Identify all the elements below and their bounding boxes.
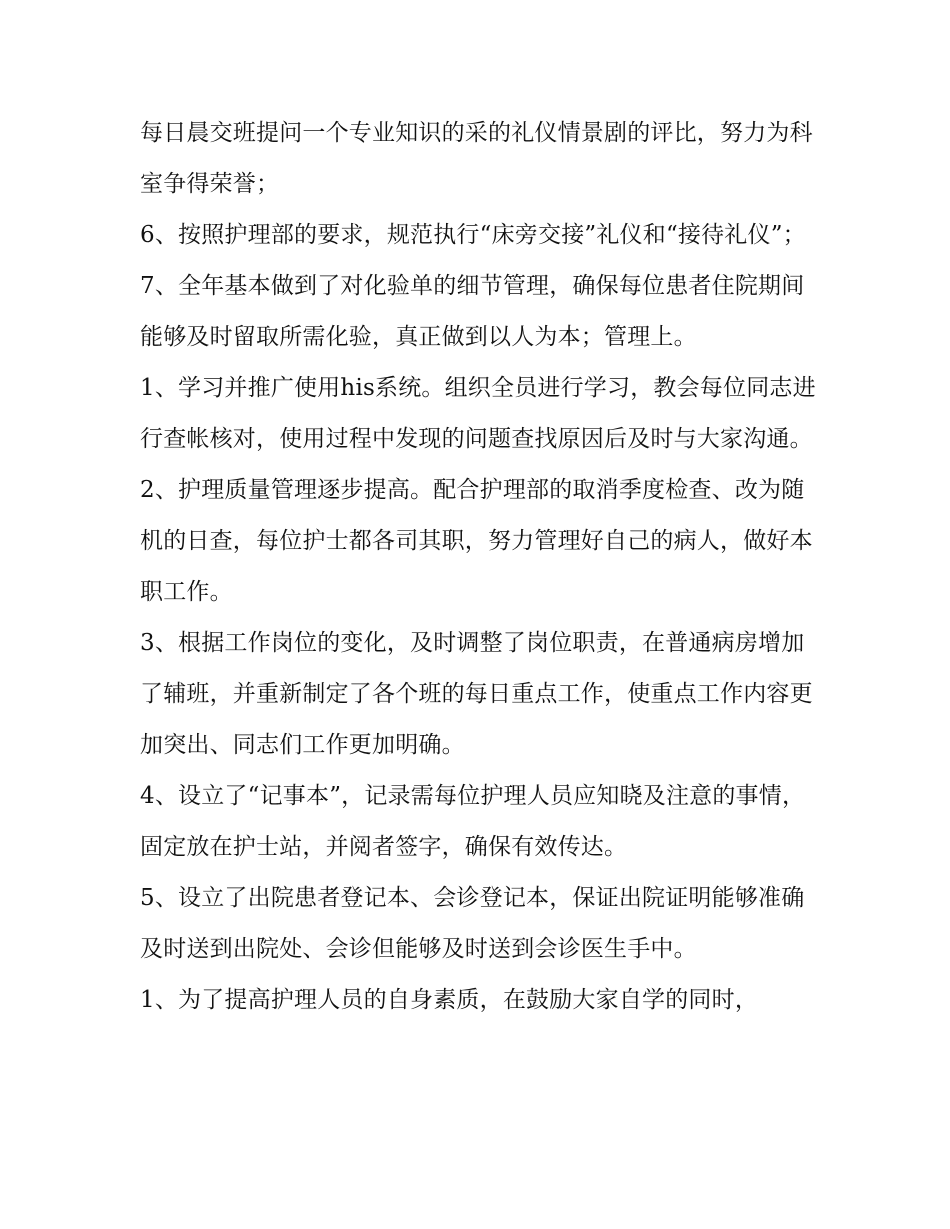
paragraph: 6、按照护理部的要求，规范执行“床旁交接”礼仪和“接待礼仪”；	[140, 222, 806, 248]
paragraph: 5、设立了出院患者登记本、会诊登记本，保证出院证明能够准确及时送到出院处、会诊但能够及时送到会诊医生手中。	[140, 885, 805, 962]
document-body	[140, 108, 820, 1026]
paragraph: 7、全年基本做到了对化验单的细节管理，确保每位患者住院期间能够及时留取所需化验，真正做到以人为本；管理上。	[140, 273, 805, 350]
paragraph: 1、学习并推广使用his系统。组织全员进行学习，教会每位同志进行查帐核对，使用过程中发现的问题查找原因后及时与大家沟通。	[140, 375, 816, 452]
paragraph: 每日晨交班提问一个专业知识的采的礼仪情景剧的评比，努力为科室争得荣誉；	[140, 120, 813, 197]
paragraph: 2、护理质量管理逐步提高。配合护理部的取消季度检查、改为随机的日查，每位护士都各司其职，努力管理好自己的病人，做好本职工作。	[140, 477, 813, 605]
paragraph: 1、为了提高护理人员的自身素质，在鼓励大家自学的同时，	[140, 987, 759, 1013]
paragraph: 3、根据工作岗位的变化，及时调整了岗位职责，在普通病房增加了辅班，并重新制定了各个班的每日重点工作，使重点工作内容更加突出、同志们工作更加明确。	[140, 630, 813, 758]
paragraph: 4、设立了“记事本”，记录需每位护理人员应知晓及注意的事情，固定放在护士站，并阅者签字，确保有效传达。	[140, 783, 806, 860]
